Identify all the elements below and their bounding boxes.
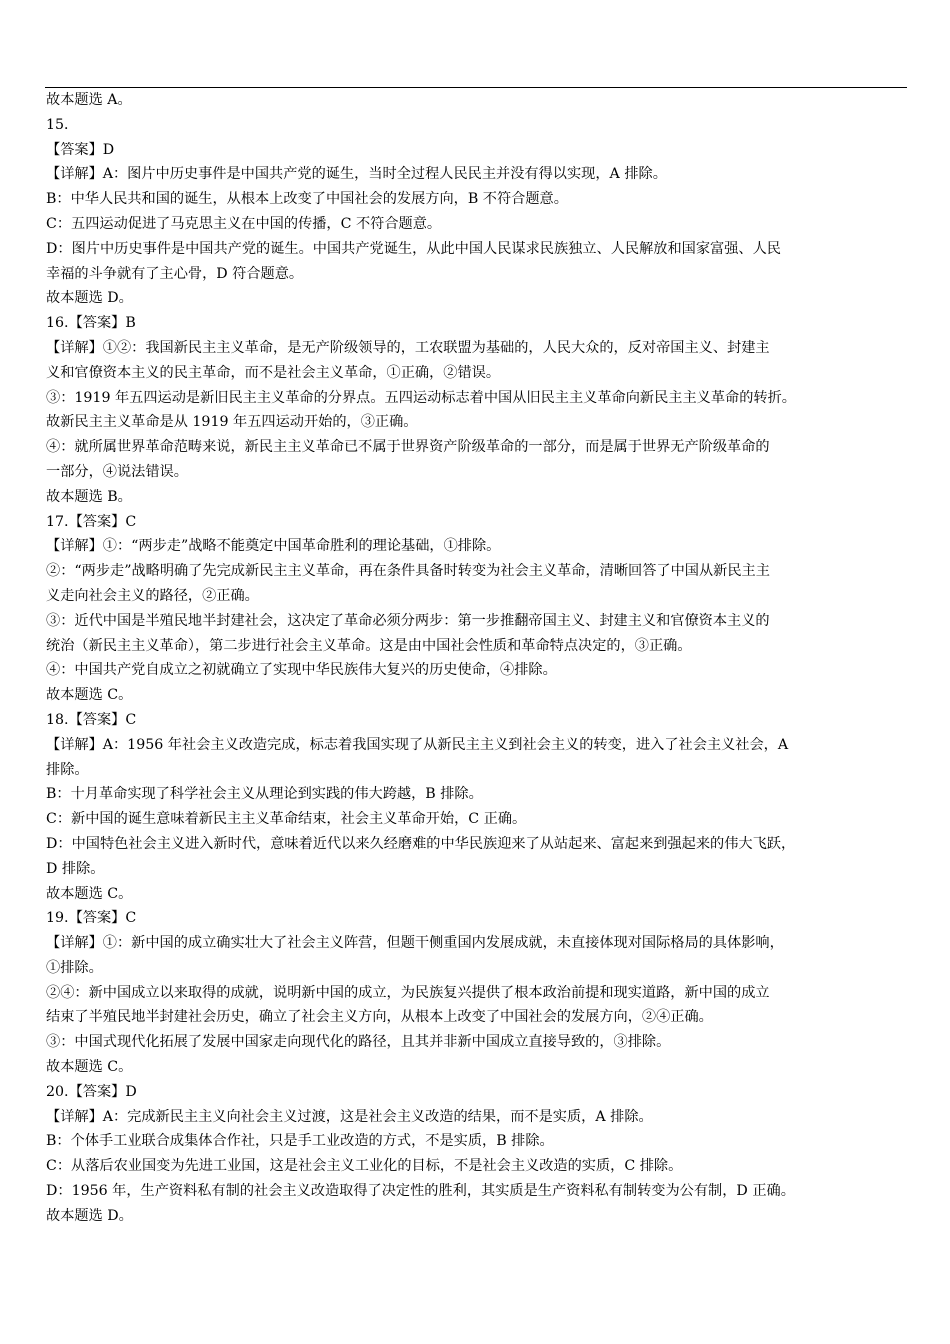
text-line: 故本题选 B。 <box>46 488 132 505</box>
text-line: 故本题选 C。 <box>46 885 133 902</box>
text-line: C：新中国的诞生意味着新民主主义革命结束，社会主义革命开始，C 正确。 <box>46 811 527 828</box>
answer-label: 16.【答案】B <box>46 315 136 332</box>
text-line: 义和官僚资本主义的民主革命，而不是社会主义革命，①正确，②错误。 <box>46 364 501 381</box>
text-line: ④：中国共产党自成立之初就确立了实现中华民族伟大复兴的历史使命，④排除。 <box>46 662 557 679</box>
answer-explanations <box>46 88 908 1229</box>
text-line: 统治（新民主主义革命），第二步进行社会主义革命。这是由中国社会性质和革命特点决定的，③正确。 <box>46 637 692 654</box>
text-line: D 排除。 <box>46 860 105 877</box>
text-line: 幸福的斗争就有了主心骨，D 符合题意。 <box>46 265 304 282</box>
text-line: B：中华人民共和国的诞生，从根本上改变了中国社会的发展方向，B 不符合题意。 <box>46 191 568 208</box>
text-line: 排除。 <box>46 761 89 778</box>
text-line: D：图片中历史事件是中国共产党的诞生。中国共产党诞生，从此中国人民谋求民族独立、人民解放和国家富强、人民 <box>46 240 781 257</box>
text-line: 义走向社会主义的路径，②正确。 <box>46 587 259 604</box>
text-line: 结束了半殖民地半封建社会历史，确立了社会主义方向，从根本上改变了中国社会的发展方向，②④正确。 <box>46 1009 713 1026</box>
text-line: 故本题选 C。 <box>46 1059 133 1076</box>
text-line: 【详解】①②：我国新民主主义革命，是无产阶级领导的，工农联盟为基础的，人民大众的，反对帝国主义、封建主 <box>46 339 770 356</box>
answer-label: 20.【答案】D <box>46 1083 137 1100</box>
text-line: 故本题选 C。 <box>46 687 133 704</box>
text-line: ④：就所属世界革命范畴来说，新民主主义革命已不属于世界资产阶级革命的一部分，而是属于世界无产阶级革命的 <box>46 439 770 456</box>
text-line: D：1956 年，生产资料私有制的社会主义改造取得了决定性的胜利，其实质是生产资料私有制转变为公有制，D 正确。 <box>46 1183 795 1200</box>
text-line: ②：“两步走”战略明确了先完成新民主主义革命，再在条件具备时转变为社会主义革命，清晰回答了中国从新民主主 <box>46 563 770 580</box>
answer-label: 【答案】D <box>46 141 115 158</box>
text-line: C：五四运动促进了马克思主义在中国的传播，C 不符合题意。 <box>46 215 442 232</box>
text-line: ③：近代中国是半殖民地半封建社会，这决定了革命必须分两步：第一步推翻帝国主义、封建主义和官僚资本主义的 <box>46 612 770 629</box>
text-line: B：十月革命实现了科学社会主义从理论到实践的伟大跨越，B 排除。 <box>46 786 483 803</box>
text-line: ③：中国式现代化拓展了发展中国家走向现代化的路径，且其并非新中国成立直接导致的，③排除。 <box>46 1034 671 1051</box>
text-line: D：中国特色社会主义进入新时代，意味着近代以来久经磨难的中华民族迎来了从站起来、富起来到强起来的伟大飞跃， <box>46 835 796 852</box>
text-line: 故本题选 D。 <box>46 290 133 307</box>
text-line: C：从落后农业国变为先进工业国，这是社会主义工业化的目标，不是社会主义改造的实质，C 排除。 <box>46 1158 683 1175</box>
answer-label: 19.【答案】C <box>46 910 137 927</box>
text-line: ②④：新中国成立以来取得的成就，说明新中国的成立，为民族复兴提供了根本政治前提和现实道路，新中国的成立 <box>46 984 770 1001</box>
text-line: 【详解】A：1956 年社会主义改造完成，标志着我国实现了从新民主主义到社会主义的转变，进入了社会主义社会，A <box>46 736 789 753</box>
text-line: 【详解】A：完成新民主主义向社会主义过渡，这是社会主义改造的结果，而不是实质，A 排除。 <box>46 1108 653 1125</box>
text-line: 【详解】①：“两步走”战略不能奠定中国革命胜利的理论基础，①排除。 <box>46 538 501 555</box>
text-line: 【详解】A：图片中历史事件是中国共产党的诞生，当时全过程人民民主并没有得以实现，A 排除。 <box>46 166 667 183</box>
answer-label: 18.【答案】C <box>46 711 137 728</box>
text-line: 故本题选 D。 <box>46 1207 133 1224</box>
text-line: 【详解】①：新中国的成立确实壮大了社会主义阵营，但题干侧重国内发展成就，未直接体现对国际格局的具体影响， <box>46 935 784 952</box>
text-line: ③：1919 年五四运动是新旧民主主义革命的分界点。五四运动标志着中国从旧民主主义革命向新民主主义革命的转折。 <box>46 389 796 406</box>
text-line: 一部分，④说法错误。 <box>46 463 188 480</box>
text-line: ①排除。 <box>46 959 103 976</box>
answer-label: 17.【答案】C <box>46 513 137 530</box>
text-line: 故新民主主义革命是从 1919 年五四运动开始的，③正确。 <box>46 414 418 431</box>
text-line: 故本题选 A。 <box>46 92 132 108</box>
question-number: 15． <box>46 116 79 133</box>
text-line: B：个体手工业联合成集体合作社，只是手工业改造的方式，不是实质，B 排除。 <box>46 1133 554 1150</box>
